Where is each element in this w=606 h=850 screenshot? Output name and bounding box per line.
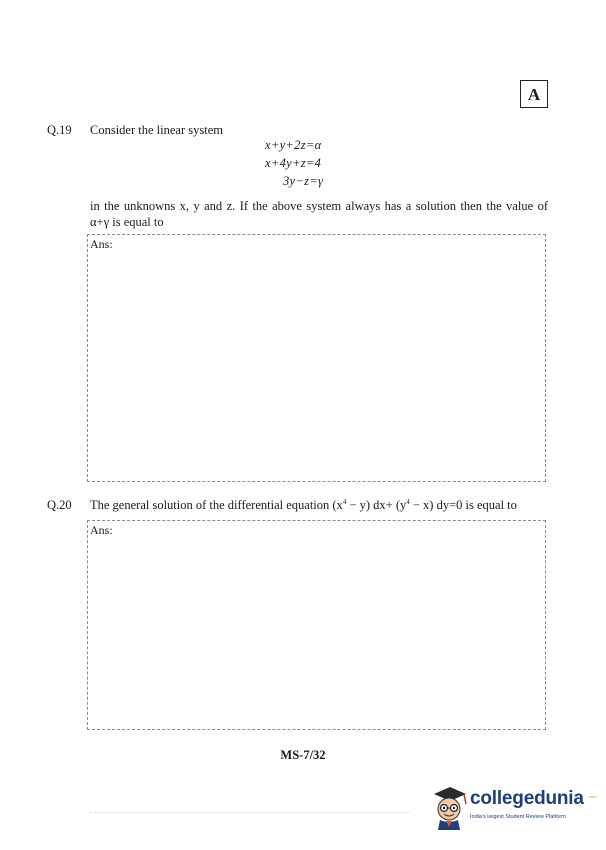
superscript-2: 4: [406, 498, 410, 506]
scan-artifact-line: [90, 812, 410, 813]
question-19-line1: in the unknowns x, y and z. If the above system always has a solution then the value of: [90, 199, 548, 213]
page-code: MS-7/32: [280, 748, 326, 762]
question-20-text-part3: − x) dy=0 is equal to: [409, 498, 517, 513]
question-19-body: [90, 198, 548, 230]
logo-suffix: .com: [588, 794, 597, 799]
superscript-1: 4: [342, 498, 347, 506]
paper-set-label: A: [520, 80, 548, 108]
equation-2: x+4y+z=4: [265, 156, 322, 170]
question-19-intro: Consider the linear system: [90, 123, 223, 137]
question-20-text-part1: The general solution of the differential equation (x: [90, 498, 343, 513]
answer-label-20: Ans:: [90, 523, 113, 537]
logo-name: collegedunia: [470, 788, 584, 809]
question-20-text-part2: − y) dx+ (y: [346, 498, 407, 513]
answer-box-19[interactable]: [87, 234, 546, 482]
question-19-line2: α+γ is equal to: [90, 215, 164, 229]
question-20-text: [90, 498, 517, 513]
logo-tagline: India's largest Student Review Platform: [470, 814, 566, 820]
equation-1: x+y+2z=α: [265, 138, 322, 152]
equation-3: 3y−z=γ: [283, 174, 324, 188]
answer-label-19: Ans:: [90, 237, 113, 251]
mascot-icon: [428, 784, 470, 832]
question-number-20: Q.20: [47, 498, 72, 512]
collegedunia-logo[interactable]: [428, 784, 598, 832]
answer-box-20[interactable]: [87, 520, 546, 730]
question-number-19: Q.19: [47, 123, 72, 137]
